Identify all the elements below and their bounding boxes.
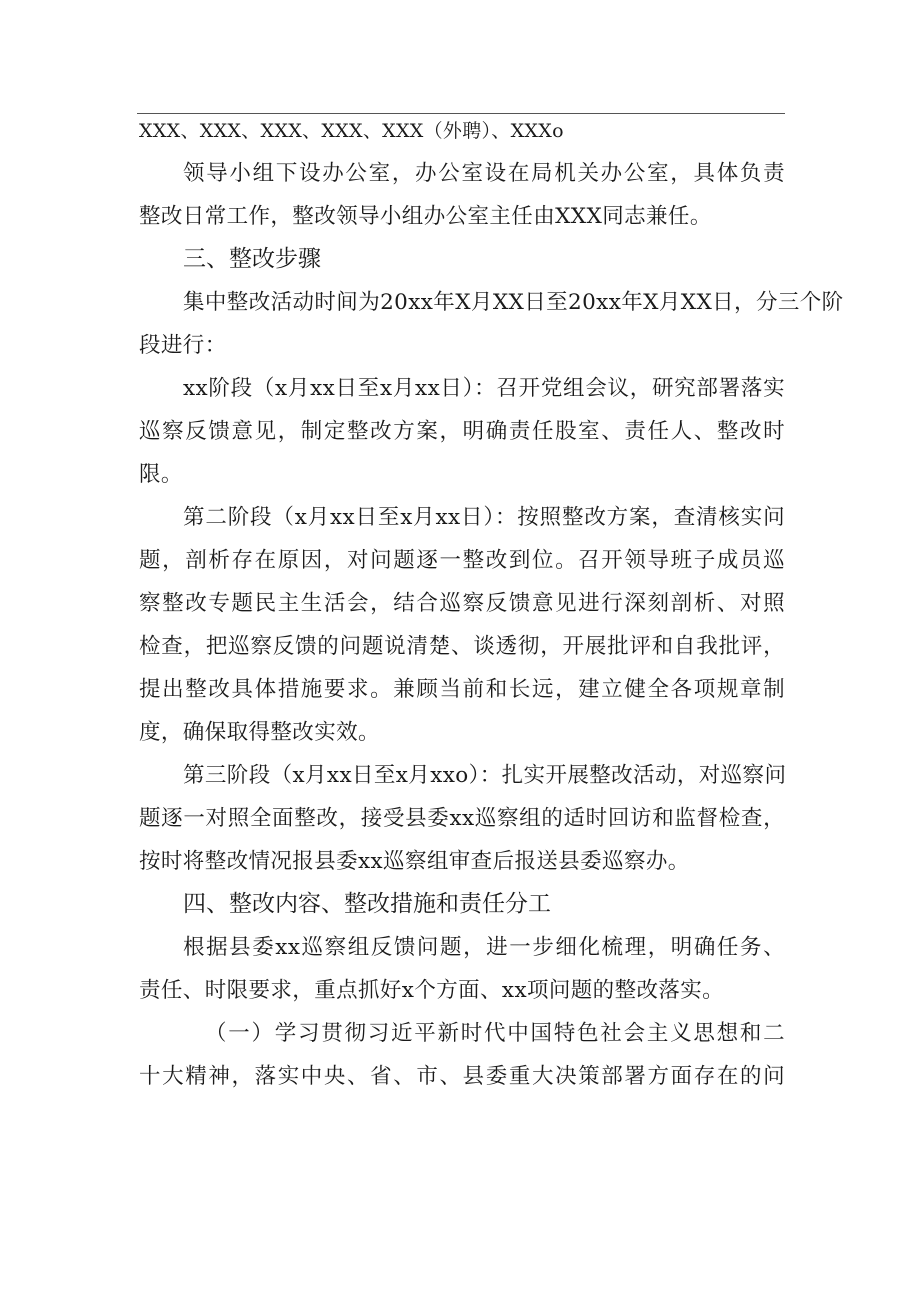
text-line: 度，确保取得整改实效。: [139, 720, 380, 745]
text-line: 检查，把巡察反馈的问题说清楚、谈透彻，开展批评和自我批评，: [139, 634, 785, 659]
text-line: 责任、时限要求，重点抓好x个方面、xx项问题的整改落实。: [139, 978, 725, 1003]
text-line: 题，剖析存在原因，对问题逐一整改到位。召开领导班子成员巡: [139, 548, 785, 573]
text-line: （一）学习贯彻习近平新时代中国特色社会主义思想和二: [205, 1021, 785, 1046]
text-line: 察整改专题民主生活会，结合巡察反馈意见进行深刻剖析、对照: [139, 591, 785, 616]
text-line: 集中整改活动时间为20xx年X月XX日至20xx年X月XX日，分三个阶: [183, 290, 844, 315]
text-line: xx阶段（x月xx日至x月xx日）：召开党组会议，研究部署落实: [183, 376, 785, 401]
text-line: XXX、XXX、XXX、XXX、XXX（外聘）、XXXo: [139, 120, 564, 142]
text-line: 第三阶段（x月xx日至x月xxo）：扎实开展整改活动，对巡察问: [183, 763, 787, 788]
text-line: 段进行：: [139, 333, 227, 358]
text-line: 领导小组下设办公室，办公室设在局机关办公室，具体负责: [183, 161, 785, 186]
text-line: 题逐一对照全面整改，接受县委xx巡察组的适时回访和监督检查，: [139, 806, 785, 831]
text-line: 提出整改具体措施要求。兼顾当前和长远，建立健全各项规章制: [139, 677, 785, 702]
document-body: [139, 116, 844, 1098]
header-rule: [137, 113, 785, 114]
section-heading: 四、整改内容、整改措施和责任分工: [183, 891, 551, 917]
text-line: 根据县委xx巡察组反馈问题，进一步细化梳理，明确任务、: [183, 935, 785, 960]
text-line: 十大精神，落实中央、省、市、县委重大决策部署方面存在的问: [139, 1064, 785, 1089]
text-line: 整改日常工作，整改领导小组办公室主任由XXX同志兼任。: [139, 204, 712, 229]
text-line: 按时将整改情况报县委xx巡察组审查后报送县委巡察办。: [139, 849, 690, 874]
text-line: 限。: [139, 462, 183, 487]
section-heading: 三、整改步骤: [183, 246, 321, 272]
text-line: 第二阶段（x月xx日至x月xx日）：按照整改方案，查清核实问: [183, 505, 785, 530]
text-line: 巡察反馈意见，制定整改方案，明确责任股室、责任人、整改时: [139, 419, 785, 444]
